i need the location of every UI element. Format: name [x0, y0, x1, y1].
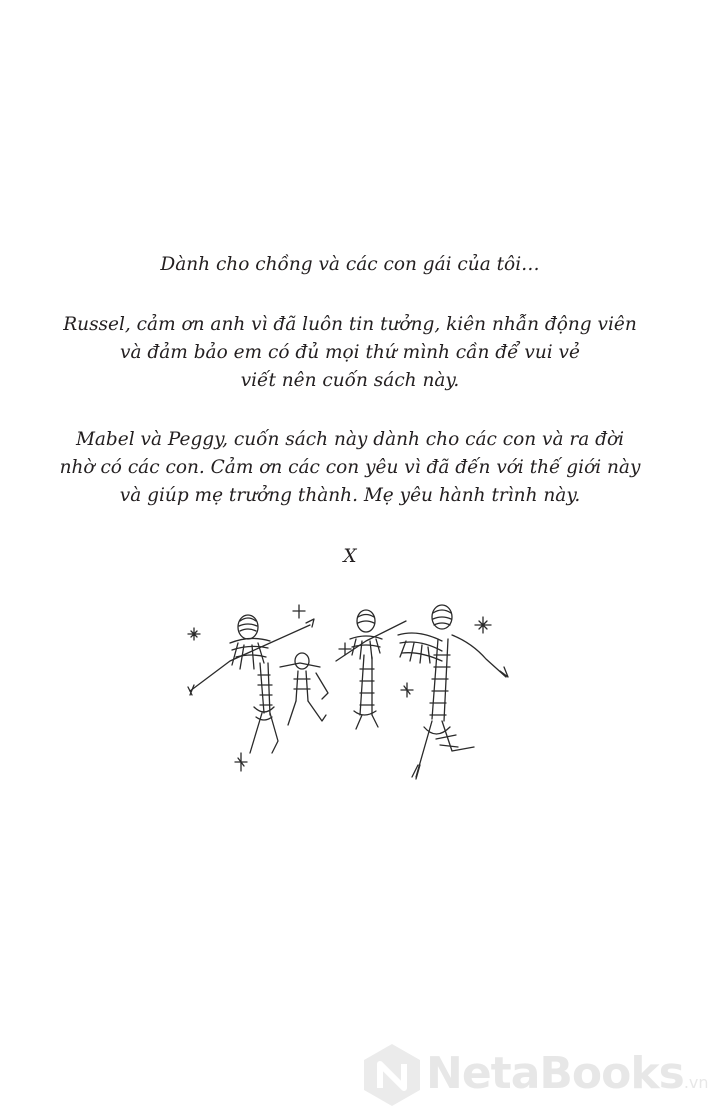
signature: X: [343, 546, 357, 567]
sparkle-icon: [475, 617, 491, 633]
paragraph-2-line-1: Mabel và Peggy, cuốn sách này dành cho các con và ra đời: [75, 429, 625, 450]
doll-1: [188, 615, 314, 753]
sparkle-icon: [293, 605, 305, 618]
sparkle-icon: [339, 643, 351, 655]
watermark-brand: [426, 1048, 709, 1099]
doll-3: [336, 610, 406, 729]
paragraph-1-line-1: Russel, cảm ơn anh vì đã luôn tin tưởng, kiên nhẫn động viên: [63, 314, 637, 335]
paragraph-1-line-3: viết nên cuốn sách này.: [240, 370, 460, 391]
sparkle-icon: [188, 628, 200, 640]
sparkle-icon: [401, 683, 413, 697]
dedication-intro: Dành cho chồng và các con gái của tôi…: [160, 254, 540, 275]
watermark: [362, 1040, 709, 1110]
doll-2: [280, 653, 328, 725]
paragraph-2-line-3: và giúp mẹ trưởng thành. Mẹ yêu hành trình này.: [119, 485, 581, 506]
doll-4: [398, 605, 508, 779]
paragraph-2-line-2: nhờ có các con. Cảm ơn các con yêu vì đã đến với thế giới này: [59, 457, 641, 478]
sparkle-icon: [235, 753, 247, 771]
paragraph-1-line-2: và đảm bảo em có đủ mọi thứ mình cần để vui vẻ: [120, 342, 580, 363]
watermark-brand-name: NetaBooks: [426, 1048, 684, 1099]
stick-dolls-sketch-icon: [170, 595, 530, 790]
watermark-suffix: .vn: [683, 1073, 709, 1092]
netabooks-logo-icon: [362, 1042, 422, 1108]
